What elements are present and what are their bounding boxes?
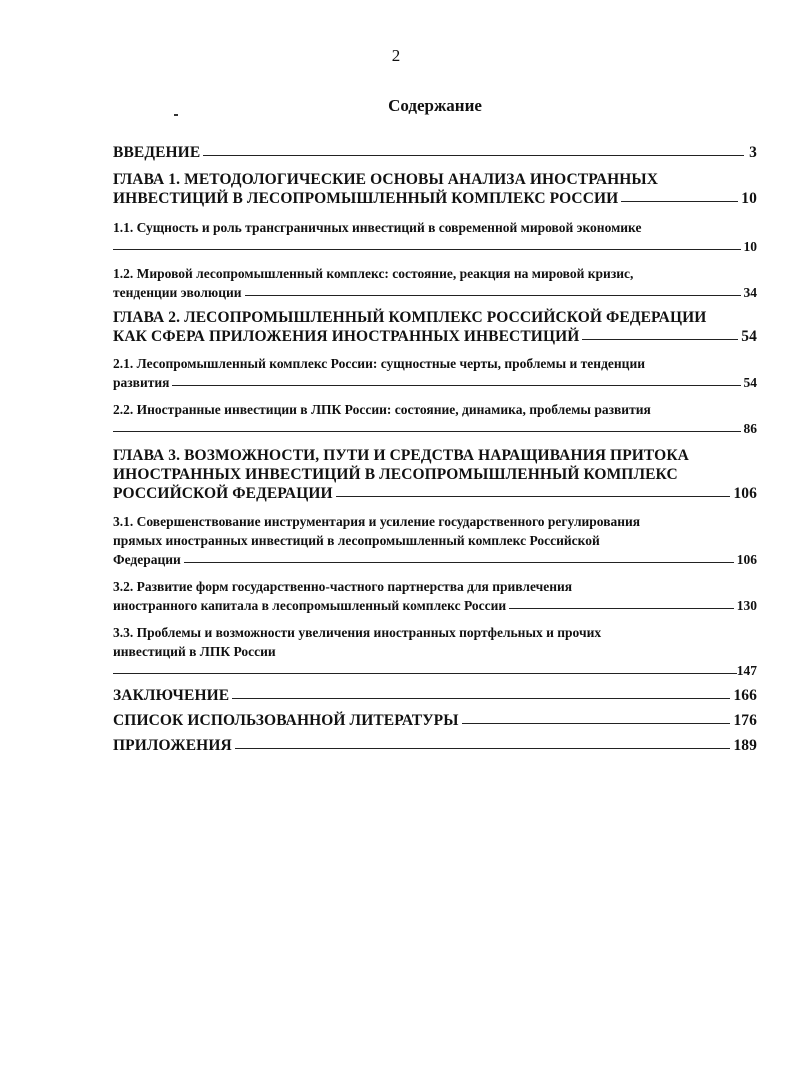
toc-entry-conclusion[interactable] — [113, 686, 757, 705]
toc-entry-label: 3.1. Совершенствование инструментария и усиление государственного регулирования — [113, 514, 641, 529]
toc-page-number: 54 — [741, 328, 757, 345]
toc-entry-section-1-1[interactable] — [113, 218, 757, 256]
dot-leader — [582, 339, 738, 340]
dot-leader — [203, 155, 744, 156]
toc-entry-label: ИНВЕСТИЦИЙ В ЛЕСОПРОМЫШЛЕННЫЙ КОМПЛЕКС РОССИИ — [113, 190, 619, 207]
dot-leader — [113, 673, 737, 674]
dot-leader — [621, 201, 738, 202]
toc-entry-literature[interactable] — [113, 711, 757, 730]
toc-page-number: 176 — [733, 712, 757, 729]
toc-entry-label: 3.2. Развитие форм государственно-частного партнерства для привлечения — [113, 579, 573, 594]
dot-leader — [232, 698, 730, 699]
dot-leader — [245, 295, 741, 296]
toc-page-number: 147 — [736, 663, 757, 678]
toc-entry-label: ГЛАВА 3. ВОЗМОЖНОСТИ, ПУТИ И СРЕДСТВА НАРАЩИВАНИЯ ПРИТОКА — [113, 447, 689, 464]
toc-page-number: 166 — [733, 687, 757, 704]
toc-page-number: 130 — [736, 598, 757, 613]
toc-entry-section-2-2[interactable] — [113, 400, 757, 438]
toc-entry-label: тенденции эволюции — [113, 285, 242, 300]
dot-leader — [113, 249, 741, 250]
toc-entry-label: иностранного капитала в лесопромышленный комплекс России — [113, 598, 507, 613]
toc-page-number: 86 — [743, 421, 757, 436]
toc-entry-chapter-3[interactable] — [113, 446, 757, 503]
toc-page-number: 34 — [743, 285, 757, 300]
toc-entry-label: 1.1. Сущность и роль трансграничных инвестиций в современной мировой экономике — [113, 220, 642, 235]
dot-leader — [462, 723, 731, 724]
toc-entry-label: инвестиций в ЛПК России — [113, 644, 276, 659]
toc-entry-section-3-2[interactable] — [113, 577, 757, 615]
scan-artifact — [174, 114, 178, 116]
toc-entry-label: КАК СФЕРА ПРИЛОЖЕНИЯ ИНОСТРАННЫХ ИНВЕСТИЦИЙ — [113, 328, 580, 345]
toc-entry-label: Федерации — [113, 552, 181, 567]
toc-entry-label: 3.3. Проблемы и возможности увеличения иностранных портфельных и прочих — [113, 625, 602, 640]
toc-entry-label: ГЛАВА 2. ЛЕСОПРОМЫШЛЕННЫЙ КОМПЛЕКС РОССИЙСКОЙ ФЕДЕРАЦИИ — [113, 309, 707, 326]
dot-leader — [336, 496, 731, 497]
toc-page-number: 10 — [741, 190, 757, 207]
toc-entry-label: ЗАКЛЮЧЕНИЕ — [113, 687, 230, 704]
toc-entry-label: ВВЕДЕНИЕ — [113, 144, 201, 161]
dot-leader — [113, 431, 741, 432]
toc-entry-label: прямых иностранных инвестиций в лесопромышленный комплекс Российской — [113, 533, 600, 548]
toc-entry-label: ГЛАВА 1. МЕТОДОЛОГИЧЕСКИЕ ОСНОВЫ АНАЛИЗА ИНОСТРАННЫХ — [113, 171, 659, 188]
toc-entry-label: 2.1. Лесопромышленный комплекс России: сущностные черты, проблемы и тенденции — [113, 356, 646, 371]
toc-entry-section-3-3[interactable] — [113, 623, 757, 680]
toc-entry-appendices[interactable] — [113, 736, 757, 755]
toc-entry-chapter-1[interactable] — [113, 170, 757, 208]
toc-entry-label: ИНОСТРАННЫХ ИНВЕСТИЦИЙ В ЛЕСОПРОМЫШЛЕННЫЙ КОМПЛЕКС — [113, 466, 678, 483]
toc-entry-section-3-1[interactable] — [113, 512, 757, 569]
dot-leader — [172, 385, 740, 386]
toc-entry-chapter-2[interactable] — [113, 308, 757, 346]
dot-leader — [509, 608, 734, 609]
toc-entry-label: ПРИЛОЖЕНИЯ — [113, 737, 232, 754]
toc-page-number: 106 — [736, 552, 757, 567]
page-number: 2 — [391, 46, 401, 65]
toc-entry-intro[interactable] — [113, 143, 757, 162]
toc-entry-section-2-1[interactable] — [113, 354, 757, 392]
toc-page-number: 10 — [743, 239, 757, 254]
toc-page-number: 189 — [733, 737, 757, 754]
toc-page-number: 3 — [749, 144, 757, 161]
dot-leader — [235, 748, 731, 749]
table-of-contents — [113, 143, 757, 755]
toc-entry-label: СПИСОК ИСПОЛЬЗОВАННОЙ ЛИТЕРАТУРЫ — [113, 712, 459, 729]
toc-page-number: 54 — [743, 375, 757, 390]
toc-entry-label: развития — [113, 375, 170, 390]
dot-leader — [184, 562, 734, 563]
toc-entry-label: 1.2. Мировой лесопромышленный комплекс: состояние, реакция на мировой кризис, — [113, 266, 634, 281]
toc-page-number: 106 — [733, 485, 757, 502]
toc-entry-label: РОССИЙСКОЙ ФЕДЕРАЦИИ — [113, 485, 333, 502]
toc-entry-label: 2.2. Иностранные инвестиции в ЛПК России: состояние, динамика, проблемы развития — [113, 402, 651, 417]
toc-entry-section-1-2[interactable] — [113, 264, 757, 302]
page-title: Содержание — [388, 96, 482, 115]
